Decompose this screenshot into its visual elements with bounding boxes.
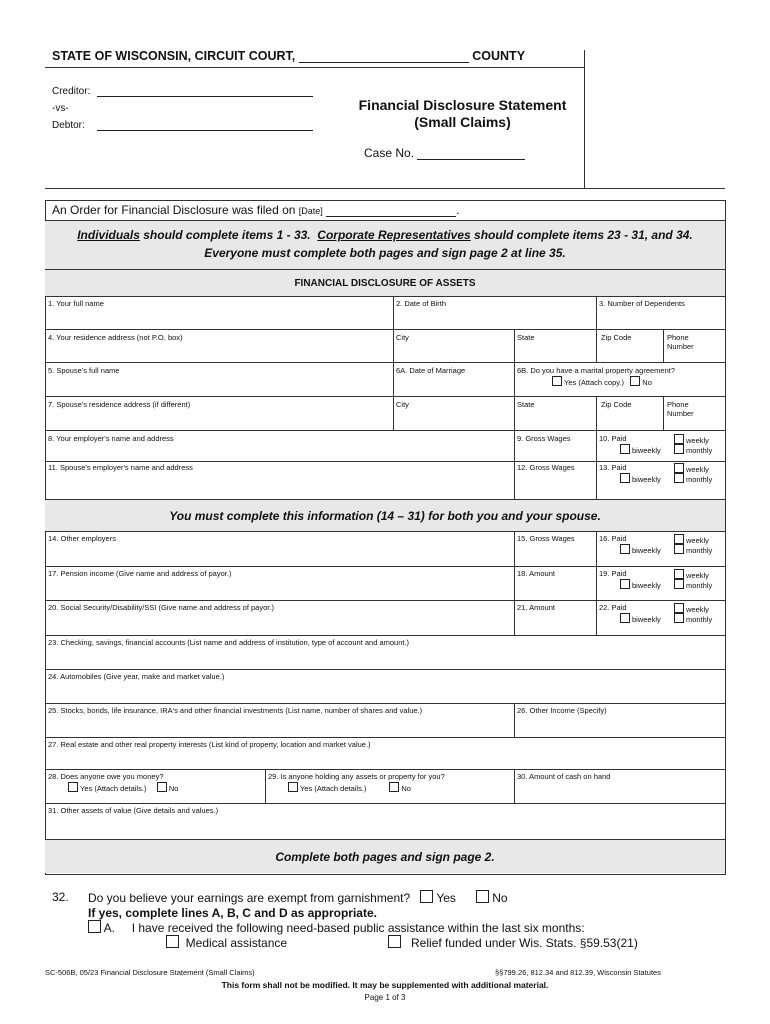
paid-10 — [599, 434, 724, 453]
case-no-field[interactable] — [417, 147, 525, 160]
q32-a-letter: A. — [103, 921, 116, 935]
instr-mid1: should complete items 1 - 33. — [139, 228, 318, 242]
rule-r23 — [45, 669, 725, 670]
rule-r8 — [45, 461, 725, 462]
q32-a-text: I have received the following need-based public assistance within the last six months: — [131, 921, 585, 935]
owed-no-checkbox[interactable] — [157, 782, 167, 792]
spouse-band-text: You must complete this information (14 – 31) for both you and your spouse. — [169, 509, 601, 523]
q32-no-label: No — [492, 891, 508, 905]
v-r7d — [663, 396, 664, 430]
assets-held-label: 29. Is anyone holding any assets or property for you? — [268, 772, 445, 781]
order-date-field[interactable] — [326, 206, 456, 217]
v-r4c — [596, 329, 597, 362]
debtor-label: Debtor: — [52, 120, 85, 131]
v-r8b — [596, 430, 597, 461]
rule-r27 — [45, 769, 725, 770]
v-r4a — [393, 329, 394, 362]
rule-r24 — [45, 703, 725, 704]
case-number — [364, 146, 525, 160]
order-period: . — [456, 203, 460, 217]
field-gross-wages-15[interactable]: 15. Gross Wages — [517, 534, 575, 543]
v-r4d — [663, 329, 664, 362]
header-bottom-rule — [45, 188, 725, 189]
rule-r7 — [45, 430, 725, 431]
v-r11a — [514, 461, 515, 499]
footer-notice: This form shall not be modified. It may be supplemented with additional material. — [221, 980, 549, 990]
relief-funded-label: Relief funded under Wis. Stats. §59.53(21) — [411, 936, 638, 950]
paid-10-biweekly-checkbox[interactable] — [620, 444, 630, 454]
county-field[interactable] — [299, 62, 469, 63]
q32-yes-label: Yes — [436, 891, 456, 905]
paid-16-monthly-checkbox[interactable] — [674, 544, 684, 554]
v-r5a — [393, 362, 394, 396]
v-r17a — [514, 566, 515, 600]
paid-13-monthly-checkbox[interactable] — [674, 473, 684, 483]
rule-r20 — [45, 635, 725, 636]
rule-r1 — [45, 329, 725, 330]
paid-22-weekly-checkbox[interactable] — [674, 603, 684, 613]
paid-22-biweekly-checkbox[interactable] — [620, 613, 630, 623]
paid-16-biweekly: biweekly — [632, 546, 661, 555]
order-date-label: [Date] — [298, 206, 323, 216]
paid-13 — [599, 463, 724, 482]
q32-question-row — [88, 890, 508, 905]
footer-statutes: §§799.26, 812.34 and 812.39, Wisconsin Statutes — [495, 968, 661, 977]
individuals-text: Individuals — [77, 228, 140, 242]
marital-yes-checkbox[interactable] — [552, 376, 562, 386]
field-employer[interactable]: 8. Your employer's name and address — [48, 434, 174, 443]
v-r1a — [393, 296, 394, 329]
field-residence-address[interactable]: 4. Your residence address (not P.O. box) — [48, 333, 183, 342]
page-number: Page 1 of 3 — [364, 993, 406, 1002]
phone-label-1: Phone — [667, 333, 689, 342]
footer-form-id: SC-506B, 05/23 Financial Disclosure Statement (Small Claims) — [45, 968, 255, 977]
q32-number: 32. — [52, 890, 69, 904]
v-r14a — [514, 531, 515, 566]
paid-10-monthly-checkbox[interactable] — [674, 444, 684, 454]
field-other-income[interactable]: 26. Other Income (Specify) — [517, 706, 607, 715]
rule-r5 — [45, 396, 725, 397]
county-label: COUNTY — [472, 49, 526, 63]
paid-16-monthly: monthly — [686, 546, 713, 555]
phone-label-2: Number — [667, 342, 694, 351]
field-financial-accounts[interactable]: 23. Checking, savings, financial accounts (List name and address of institution, type of account and amount.) — [48, 638, 410, 647]
field-spouse-address[interactable]: 7. Spouse's residence address (if different) — [48, 400, 191, 409]
marital-yes-label: Yes (Attach copy.) — [564, 378, 625, 387]
field-pension-income[interactable]: 17. Pension income (Give name and address of payor.) — [48, 569, 232, 578]
v-r7c — [596, 396, 597, 430]
field-amount-18[interactable]: 18. Amount — [517, 569, 555, 578]
order-line — [52, 203, 459, 217]
q32-instructions: If yes, complete lines A, B, C and D as appropriate. — [88, 906, 377, 920]
owed-money-label: 28. Does anyone owe you money? — [48, 772, 164, 781]
field-amount-21[interactable]: 21. Amount — [517, 603, 555, 612]
held-no-checkbox[interactable] — [389, 782, 399, 792]
field-spouse-name[interactable]: 5. Spouse's full name — [48, 366, 120, 375]
field-phone[interactable] — [667, 333, 694, 351]
paid-13-biweekly-checkbox[interactable] — [620, 473, 630, 483]
relief-funded-checkbox[interactable] — [388, 935, 401, 948]
field-owed-money — [48, 772, 178, 793]
paid-13-biweekly: biweekly — [632, 475, 661, 484]
field-social-security[interactable]: 20. Social Security/Disability/SSI (Give name and address of payor.) — [48, 603, 274, 612]
field-cash-on-hand[interactable]: 30. Amount of cash on hand — [517, 772, 611, 781]
field-automobiles[interactable]: 24. Automobiles (Give year, make and market value.) — [48, 672, 225, 681]
paid-16-biweekly-checkbox[interactable] — [620, 544, 630, 554]
v-r7a — [393, 396, 394, 430]
vs-label: -vs- — [52, 103, 69, 114]
instructions-line1 — [45, 228, 725, 242]
v-r8a — [514, 430, 515, 461]
paid-16 — [599, 534, 724, 553]
paid-22-monthly: monthly — [686, 615, 713, 624]
q32-no-checkbox[interactable] — [476, 890, 489, 903]
v-r7b — [514, 396, 515, 430]
spouse-phone-label-1: Phone — [667, 400, 689, 409]
paid-10-weekly: weekly — [686, 436, 709, 445]
paid-13-label: 13. Paid — [599, 463, 627, 472]
q32-medical — [166, 935, 287, 950]
medical-assistance-checkbox[interactable] — [166, 935, 179, 948]
rule-band1 — [45, 531, 725, 532]
field-spouse-zip[interactable]: Zip Code — [601, 400, 632, 409]
paid-10-monthly: monthly — [686, 446, 713, 455]
v-r1b — [596, 296, 597, 329]
form-title-line1: Financial Disclosure Statement — [358, 97, 567, 113]
paid-19-weekly-checkbox[interactable] — [674, 569, 684, 579]
court-header — [52, 49, 525, 63]
paid-10-biweekly: biweekly — [632, 446, 661, 455]
field-spouse-phone[interactable] — [667, 400, 694, 418]
field-date-of-marriage[interactable]: 6A. Date of Marriage — [396, 366, 466, 375]
paid-22 — [599, 603, 724, 622]
header-rule — [45, 67, 585, 68]
paid-19-biweekly: biweekly — [632, 581, 661, 590]
field-other-assets[interactable]: 31. Other assets of value (Give details and values.) — [48, 806, 219, 815]
field-city[interactable]: City — [396, 333, 409, 342]
paid-13-weekly-checkbox[interactable] — [674, 463, 684, 473]
field-date-of-birth[interactable]: 2. Date of Birth — [396, 299, 447, 308]
section-title: FINANCIAL DISCLOSURE OF ASSETS — [294, 278, 476, 289]
paid-19 — [599, 569, 724, 588]
paid-10-weekly-checkbox[interactable] — [674, 434, 684, 444]
rule-r25 — [45, 737, 725, 738]
owed-no-label: No — [168, 784, 179, 793]
held-yes-label: Yes (Attach details.) — [300, 784, 367, 793]
marital-agreement-options — [552, 376, 652, 387]
field-marital-agreement: 6B. Do you have a marital property agreement? — [517, 366, 676, 375]
v-r4b — [514, 329, 515, 362]
q32-question: Do you believe your earnings are exempt from garnishment? — [88, 891, 411, 905]
q32-line-a — [88, 920, 585, 935]
creditor-label: Creditor: — [52, 86, 91, 97]
paid-22-label: 22. Paid — [599, 603, 627, 612]
field-spouse-state[interactable]: State — [517, 400, 535, 409]
marital-no-label: No — [642, 378, 652, 387]
field-real-estate[interactable]: 27. Real estate and other real property interests (List kind of property, location and market value.) — [48, 740, 371, 749]
field-spouse-city[interactable]: City — [396, 400, 409, 409]
paid-22-monthly-checkbox[interactable] — [674, 613, 684, 623]
v-r5b — [514, 362, 515, 396]
owed-yes-label: Yes (Attach details.) — [80, 784, 147, 793]
paid-22-biweekly: biweekly — [632, 615, 661, 624]
paid-16-weekly: weekly — [686, 536, 709, 545]
v-r17b — [596, 566, 597, 600]
q32-yes-checkbox[interactable] — [420, 890, 433, 903]
paid-13-weekly: weekly — [686, 465, 709, 474]
paid-22-weekly: weekly — [686, 605, 709, 614]
instructions-line2: Everyone must complete both pages and sign page 2 at line 35. — [204, 246, 566, 260]
spouse-phone-label-2: Number — [667, 409, 694, 418]
v-r25 — [514, 703, 515, 737]
owed-yes-checkbox[interactable] — [68, 782, 78, 792]
order-text: An Order for Financial Disclosure was filed on — [52, 203, 296, 217]
paid-19-monthly-checkbox[interactable] — [674, 579, 684, 589]
medical-assistance-label: Medical assistance — [185, 936, 288, 950]
v-r28a — [265, 769, 266, 803]
marital-no-checkbox[interactable] — [630, 376, 640, 386]
field-assets-held — [268, 772, 445, 793]
creditor-field[interactable] — [97, 84, 313, 97]
field-spouse-employer[interactable]: 11. Spouse's employer's name and address — [48, 463, 193, 472]
case-no-label: Case No. — [364, 146, 415, 160]
v-r14b — [596, 531, 597, 566]
paid-10-label: 10. Paid — [599, 434, 627, 443]
v-r20b — [596, 600, 597, 635]
corporate-text: Corporate Representatives — [317, 228, 471, 242]
paid-19-monthly: monthly — [686, 581, 713, 590]
v-r11b — [596, 461, 597, 499]
complete-band-text: Complete both pages and sign page 2. — [275, 850, 495, 864]
paid-19-label: 19. Paid — [599, 569, 627, 578]
debtor-field[interactable] — [97, 118, 313, 131]
field-gross-wages-9[interactable]: 9. Gross Wages — [517, 434, 571, 443]
q32-relief — [388, 935, 638, 950]
field-dependents[interactable]: 3. Number of Dependents — [599, 299, 685, 308]
rule-r28 — [45, 803, 725, 804]
field-state[interactable]: State — [517, 333, 535, 342]
q32-row — [52, 890, 69, 904]
paid-16-weekly-checkbox[interactable] — [674, 534, 684, 544]
field-full-name[interactable]: 1. Your full name — [48, 299, 104, 308]
paid-13-monthly: monthly — [686, 475, 713, 484]
form-title-line2: (Small Claims) — [414, 114, 511, 130]
paid-19-weekly: weekly — [686, 571, 709, 580]
field-investments[interactable]: 25. Stocks, bonds, life insurance, IRA's and other financial investments (List name, number of shares and value.) — [48, 706, 423, 715]
q32-a-checkbox[interactable] — [88, 920, 101, 933]
v-r20a — [514, 600, 515, 635]
v-r28b — [514, 769, 515, 803]
paid-16-label: 16. Paid — [599, 534, 627, 543]
state-prefix: STATE OF WISCONSIN, CIRCUIT COURT, — [52, 49, 296, 63]
rule-r4 — [45, 362, 725, 363]
held-no-label: No — [401, 784, 411, 793]
form-title — [340, 97, 585, 131]
field-gross-wages-12[interactable]: 12. Gross Wages — [517, 463, 575, 472]
paid-19-biweekly-checkbox[interactable] — [620, 579, 630, 589]
instr-mid2: should complete items 23 - 31, and 34. — [470, 228, 693, 242]
rule-r17 — [45, 600, 725, 601]
field-zip[interactable]: Zip Code — [601, 333, 632, 342]
rule-section — [45, 296, 725, 297]
held-yes-checkbox[interactable] — [288, 782, 298, 792]
field-other-employers[interactable]: 14. Other employers — [48, 534, 116, 543]
rule-r14 — [45, 566, 725, 567]
